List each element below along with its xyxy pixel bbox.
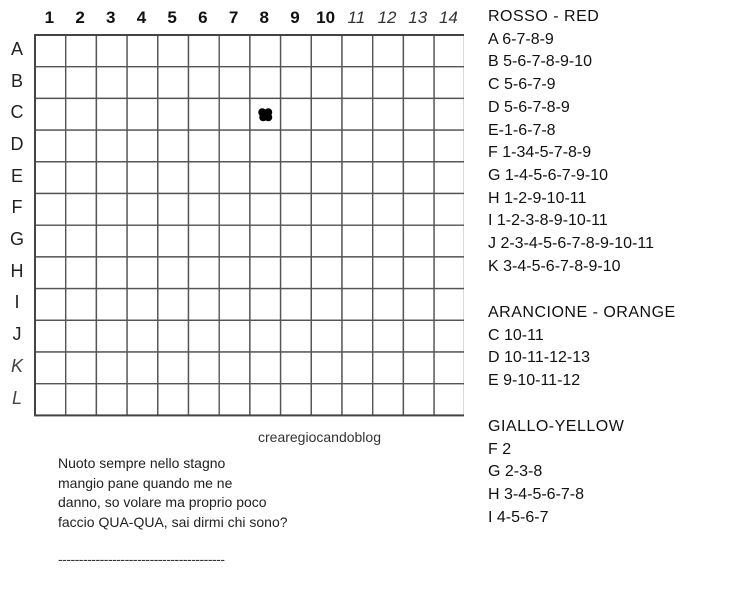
grid-cell-a12[interactable] bbox=[373, 35, 404, 67]
grid-cell-l8[interactable] bbox=[250, 384, 281, 416]
grid-cell-k2[interactable] bbox=[66, 352, 97, 384]
clue-line: F 1-34-5-7-8-9 bbox=[488, 144, 592, 162]
grid-cell-i13[interactable] bbox=[403, 289, 434, 321]
grid-cell-g12[interactable] bbox=[373, 225, 404, 257]
clue-line: H 3-4-5-6-7-8 bbox=[488, 486, 585, 504]
grid-cell-b4[interactable] bbox=[127, 67, 158, 99]
grid-cell-c5[interactable] bbox=[158, 98, 189, 130]
grid-cell-k11[interactable] bbox=[342, 352, 373, 384]
grid-cell-g14[interactable] bbox=[434, 225, 464, 257]
clue-line: D 10-11-12-13 bbox=[488, 349, 590, 367]
grid-cell-i6[interactable] bbox=[189, 289, 220, 321]
riddle-line: mangio pane quando me ne bbox=[58, 474, 233, 491]
grid-cell-l3[interactable] bbox=[96, 384, 127, 416]
grid-cell-k4[interactable] bbox=[127, 352, 158, 384]
column-header-10: 10 bbox=[316, 8, 336, 27]
grid-cell-a5[interactable] bbox=[158, 35, 189, 67]
grid-cell-d8[interactable] bbox=[250, 130, 281, 162]
grid-cell-f7[interactable] bbox=[219, 194, 250, 226]
clue-line: D 5-6-7-8-9 bbox=[488, 98, 570, 116]
grid-cell-b8[interactable] bbox=[250, 67, 281, 99]
grid-cell-g4[interactable] bbox=[127, 225, 158, 257]
grid-cell-b10[interactable] bbox=[311, 67, 342, 99]
grid-cell-a14[interactable] bbox=[434, 35, 464, 67]
grid-cell-e13[interactable] bbox=[403, 162, 434, 194]
grid-cell-k3[interactable] bbox=[96, 352, 127, 384]
grid-cell-d12[interactable] bbox=[373, 130, 404, 162]
clue-line: H 1-2-9-10-11 bbox=[488, 189, 587, 207]
column-header-13: 13 bbox=[408, 8, 428, 27]
grid-cell-l14[interactable] bbox=[434, 384, 464, 416]
grid-cell-j4[interactable] bbox=[127, 320, 158, 352]
grid-cell-l12[interactable] bbox=[373, 384, 404, 416]
grid-cell-b1[interactable] bbox=[35, 67, 66, 99]
grid-cell-c9[interactable] bbox=[281, 98, 312, 130]
grid-cell-c2[interactable] bbox=[66, 98, 97, 130]
clue-line: B 5-6-7-8-9-10 bbox=[488, 53, 593, 71]
grid-cell-k13[interactable] bbox=[403, 352, 434, 384]
grid-cell-h12[interactable] bbox=[373, 257, 404, 289]
grid-cell-l1[interactable] bbox=[35, 384, 66, 416]
grid-cell-l2[interactable] bbox=[66, 384, 97, 416]
grid-cell-k10[interactable] bbox=[311, 352, 342, 384]
blog-credit: crearegiocandoblog bbox=[258, 429, 381, 445]
grid-cell-j13[interactable] bbox=[403, 320, 434, 352]
row-header-j: J bbox=[12, 324, 22, 345]
column-header-3: 3 bbox=[106, 8, 116, 27]
clue-list bbox=[488, 29, 654, 279]
column-header-9: 9 bbox=[290, 8, 300, 27]
grid-cell-a8[interactable] bbox=[250, 35, 281, 67]
grid-cell-b11[interactable] bbox=[342, 67, 373, 99]
grid-cell-h10[interactable] bbox=[311, 257, 342, 289]
grid-cell-h9[interactable] bbox=[281, 257, 312, 289]
grid-cell-i11[interactable] bbox=[342, 289, 373, 321]
clue-block-red bbox=[488, 6, 654, 278]
column-header-6: 6 bbox=[198, 8, 208, 27]
grid-cell-l7[interactable] bbox=[219, 384, 250, 416]
grid-cell-l10[interactable] bbox=[311, 384, 342, 416]
clue-title: ROSSO - RED bbox=[488, 8, 600, 25]
grid-cell-l4[interactable] bbox=[127, 384, 158, 416]
grid-cell-f4[interactable] bbox=[127, 194, 158, 226]
grid-cell-d4[interactable] bbox=[127, 130, 158, 162]
row-header-a: A bbox=[10, 38, 23, 59]
grid-cell-j8[interactable] bbox=[250, 320, 281, 352]
grid-cell-d11[interactable] bbox=[342, 130, 373, 162]
clue-line: F 2 bbox=[488, 440, 512, 458]
column-header-5: 5 bbox=[167, 8, 177, 27]
grid-cell-a2[interactable] bbox=[66, 35, 97, 67]
row-header-i: I bbox=[14, 292, 20, 313]
grid-cell-i9[interactable] bbox=[281, 289, 312, 321]
grid-cell-j1[interactable] bbox=[35, 320, 66, 352]
grid-cell-k6[interactable] bbox=[189, 352, 220, 384]
clue-line: I 4-5-6-7 bbox=[488, 508, 549, 526]
grid-cell-b3[interactable] bbox=[96, 67, 127, 99]
column-header-12: 12 bbox=[377, 8, 397, 27]
grid-cell-g11[interactable] bbox=[342, 225, 373, 257]
grid-cell-k7[interactable] bbox=[219, 352, 250, 384]
grid-cell-g2[interactable] bbox=[66, 225, 97, 257]
grid-cell-e3[interactable] bbox=[96, 162, 127, 194]
riddle-text bbox=[58, 454, 288, 532]
grid-cell-l5[interactable] bbox=[158, 384, 189, 416]
grid-cell-i12[interactable] bbox=[373, 289, 404, 321]
clue-line: E-1-6-7-8 bbox=[488, 121, 556, 139]
riddle-line: danno, so volare ma proprio poco bbox=[58, 494, 267, 510]
grid-cell-a3[interactable] bbox=[96, 35, 127, 67]
grid-cell-h5[interactable] bbox=[158, 257, 189, 289]
grid-cell-e10[interactable] bbox=[311, 162, 342, 194]
clue-line: C 10-11 bbox=[488, 326, 544, 344]
grid-cell-f12[interactable] bbox=[373, 194, 404, 226]
grid-cell-f6[interactable] bbox=[189, 194, 220, 226]
grid-cell-d1[interactable] bbox=[35, 130, 66, 162]
grid-cell-e7[interactable] bbox=[219, 162, 250, 194]
grid-cell-g8[interactable] bbox=[250, 225, 281, 257]
grid-cell-k14[interactable] bbox=[434, 352, 464, 384]
grid-cell-j12[interactable] bbox=[373, 320, 404, 352]
grid-cell-c6[interactable] bbox=[189, 98, 220, 130]
grid-cell-h4[interactable] bbox=[127, 257, 158, 289]
grid-cell-c4[interactable] bbox=[127, 98, 158, 130]
grid-cell-f3[interactable] bbox=[96, 194, 127, 226]
grid-cell-a9[interactable] bbox=[281, 35, 312, 67]
grid-cell-h3[interactable] bbox=[96, 257, 127, 289]
grid-cell-f10[interactable] bbox=[311, 194, 342, 226]
grid-cell-a13[interactable] bbox=[403, 35, 434, 67]
grid-cell-i3[interactable] bbox=[96, 289, 127, 321]
grid-cell-d14[interactable] bbox=[434, 130, 464, 162]
grid-cell-e1[interactable] bbox=[35, 162, 66, 194]
grid-cell-g6[interactable] bbox=[189, 225, 220, 257]
grid-cell-b12[interactable] bbox=[373, 67, 404, 99]
column-header-1: 1 bbox=[44, 8, 55, 27]
row-header-l: L bbox=[11, 387, 22, 408]
grid-cell-i14[interactable] bbox=[434, 289, 464, 321]
grid-cell-i8[interactable] bbox=[250, 289, 281, 321]
grid-cell-a11[interactable] bbox=[342, 35, 373, 67]
grid-cell-i1[interactable] bbox=[35, 289, 66, 321]
grid-cell-b13[interactable] bbox=[403, 67, 434, 99]
grid-cell-l9[interactable] bbox=[281, 384, 312, 416]
grid-cell-g3[interactable] bbox=[96, 225, 127, 257]
coloring-grid[interactable] bbox=[34, 34, 464, 420]
grid-cell-e11[interactable] bbox=[342, 162, 373, 194]
grid-cell-e8[interactable] bbox=[250, 162, 281, 194]
grid-cell-g9[interactable] bbox=[281, 225, 312, 257]
grid-cell-b7[interactable] bbox=[219, 67, 250, 99]
grid-cell-b5[interactable] bbox=[158, 67, 189, 99]
row-header-d: D bbox=[10, 133, 24, 154]
grid-cell-j11[interactable] bbox=[342, 320, 373, 352]
grid-cell-j7[interactable] bbox=[219, 320, 250, 352]
grid-cell-f11[interactable] bbox=[342, 194, 373, 226]
clue-title: GIALLO-YELLOW bbox=[488, 418, 625, 435]
grid-cell-c13[interactable] bbox=[403, 98, 434, 130]
row-header-b: B bbox=[10, 70, 23, 91]
grid-cell-c14[interactable] bbox=[434, 98, 464, 130]
riddle-line: Nuoto sempre nello stagno bbox=[58, 455, 226, 471]
grid-cell-b14[interactable] bbox=[434, 67, 464, 99]
row-header-e: E bbox=[10, 165, 23, 186]
grid-cell-h7[interactable] bbox=[219, 257, 250, 289]
column-header-2: 2 bbox=[75, 8, 85, 27]
grid-cell-e9[interactable] bbox=[281, 162, 312, 194]
grid-cell-j5[interactable] bbox=[158, 320, 189, 352]
grid-cell-l6[interactable] bbox=[189, 384, 220, 416]
grid-cell-j14[interactable] bbox=[434, 320, 464, 352]
column-header-7: 7 bbox=[228, 8, 239, 27]
grid-cell-c12[interactable] bbox=[373, 98, 404, 130]
grid-cell-d7[interactable] bbox=[219, 130, 250, 162]
column-header-11: 11 bbox=[347, 8, 366, 27]
clue-block-orange bbox=[488, 302, 676, 393]
grid-cell-d13[interactable] bbox=[403, 130, 434, 162]
clue-line: C 5-6-7-9 bbox=[488, 76, 556, 94]
grid-cell-a10[interactable] bbox=[311, 35, 342, 67]
grid-cell-a1[interactable] bbox=[35, 35, 66, 67]
grid-cell-f1[interactable] bbox=[35, 194, 66, 226]
grid-cell-b9[interactable] bbox=[281, 67, 312, 99]
grid-cell-f13[interactable] bbox=[403, 194, 434, 226]
clue-line: G 1-4-5-6-7-9-10 bbox=[488, 166, 609, 184]
clue-line: I 1-2-3-8-9-10-11 bbox=[488, 212, 608, 230]
grid-cell-c7[interactable] bbox=[219, 98, 250, 130]
clue-line: J 2-3-4-5-6-7-8-9-10-11 bbox=[488, 235, 654, 253]
grid-cell-l13[interactable] bbox=[403, 384, 434, 416]
grid-cell-c11[interactable] bbox=[342, 98, 373, 130]
grid-cell-i5[interactable] bbox=[158, 289, 189, 321]
grid-cell-f2[interactable] bbox=[66, 194, 97, 226]
grid-cell-h8[interactable] bbox=[250, 257, 281, 289]
clue-line: E 9-10-11-12 bbox=[488, 372, 581, 390]
clue-line: A 6-7-8-9 bbox=[488, 30, 554, 48]
riddle-line: faccio QUA-QUA, sai dirmi chi sono? bbox=[58, 513, 288, 530]
grid-cell-g7[interactable] bbox=[219, 225, 250, 257]
grid-cell-g1[interactable] bbox=[35, 225, 66, 257]
column-header-4: 4 bbox=[136, 8, 147, 27]
grid-cell-e6[interactable] bbox=[189, 162, 220, 194]
grid-cell-a4[interactable] bbox=[127, 35, 158, 67]
grid-cell-j6[interactable] bbox=[189, 320, 220, 352]
grid-cell-c1[interactable] bbox=[35, 98, 66, 130]
clue-title: ARANCIONE - ORANGE bbox=[488, 304, 676, 321]
grid-cell-h11[interactable] bbox=[342, 257, 373, 289]
grid-cell-j9[interactable] bbox=[281, 320, 312, 352]
clue-line: G 2-3-8 bbox=[488, 463, 543, 481]
grid-cell-a6[interactable] bbox=[189, 35, 220, 67]
grid-cell-g5[interactable] bbox=[158, 225, 189, 257]
grid-cell-k12[interactable] bbox=[373, 352, 404, 384]
grid-cell-k9[interactable] bbox=[281, 352, 312, 384]
grid-cell-f5[interactable] bbox=[158, 194, 189, 226]
start-mark-dot bbox=[258, 108, 272, 121]
grid-cell-e14[interactable] bbox=[434, 162, 464, 194]
grid-cell-b2[interactable] bbox=[66, 67, 97, 99]
grid-cell-e4[interactable] bbox=[127, 162, 158, 194]
grid-cell-i4[interactable] bbox=[127, 289, 158, 321]
grid-cell-h1[interactable] bbox=[35, 257, 66, 289]
grid-cell-k8[interactable] bbox=[250, 352, 281, 384]
grid-cell-k1[interactable] bbox=[35, 352, 66, 384]
grid-cell-l11[interactable] bbox=[342, 384, 373, 416]
grid-cell-d3[interactable] bbox=[96, 130, 127, 162]
grid-cell-i10[interactable] bbox=[311, 289, 342, 321]
grid-cell-d10[interactable] bbox=[311, 130, 342, 162]
grid-cell-j10[interactable] bbox=[311, 320, 342, 352]
clue-line: K 3-4-5-6-7-8-9-10 bbox=[488, 257, 621, 275]
grid-cell-d2[interactable] bbox=[66, 130, 97, 162]
row-header-f: F bbox=[11, 197, 23, 218]
grid-cell-f14[interactable] bbox=[434, 194, 464, 226]
grid-cell-i7[interactable] bbox=[219, 289, 250, 321]
grid-cell-d5[interactable] bbox=[158, 130, 189, 162]
grid-cell-j3[interactable] bbox=[96, 320, 127, 352]
clue-block-yellow bbox=[488, 416, 624, 530]
grid-cell-g13[interactable] bbox=[403, 225, 434, 257]
grid-cell-e2[interactable] bbox=[66, 162, 97, 194]
grid-cell-d9[interactable] bbox=[281, 130, 312, 162]
grid-cell-g10[interactable] bbox=[311, 225, 342, 257]
grid-cell-e12[interactable] bbox=[373, 162, 404, 194]
grid-cell-f8[interactable] bbox=[250, 194, 281, 226]
grid-cell-h6[interactable] bbox=[189, 257, 220, 289]
grid-cell-c10[interactable] bbox=[311, 98, 342, 130]
column-header-8: 8 bbox=[259, 8, 269, 27]
grid-cell-b6[interactable] bbox=[189, 67, 220, 99]
row-header-c: C bbox=[10, 102, 24, 123]
answer-blank-line[interactable]: ---------------------------------------- bbox=[58, 551, 225, 567]
grid-cell-a7[interactable] bbox=[219, 35, 250, 67]
grid-cell-d6[interactable] bbox=[189, 130, 220, 162]
row-header-h: H bbox=[10, 260, 24, 281]
grid-cell-f9[interactable] bbox=[281, 194, 312, 226]
grid-cell-c3[interactable] bbox=[96, 98, 127, 130]
grid-cell-h2[interactable] bbox=[66, 257, 97, 289]
grid-cell-h14[interactable] bbox=[434, 257, 464, 289]
grid-cell-i2[interactable] bbox=[66, 289, 97, 321]
grid-cell-e5[interactable] bbox=[158, 162, 189, 194]
grid-cell-j2[interactable] bbox=[66, 320, 97, 352]
grid-cell-h13[interactable] bbox=[403, 257, 434, 289]
column-header-14: 14 bbox=[438, 8, 458, 27]
row-header-k: K bbox=[10, 355, 23, 376]
grid-cell-k5[interactable] bbox=[158, 352, 189, 384]
row-header-g: G bbox=[9, 229, 24, 250]
